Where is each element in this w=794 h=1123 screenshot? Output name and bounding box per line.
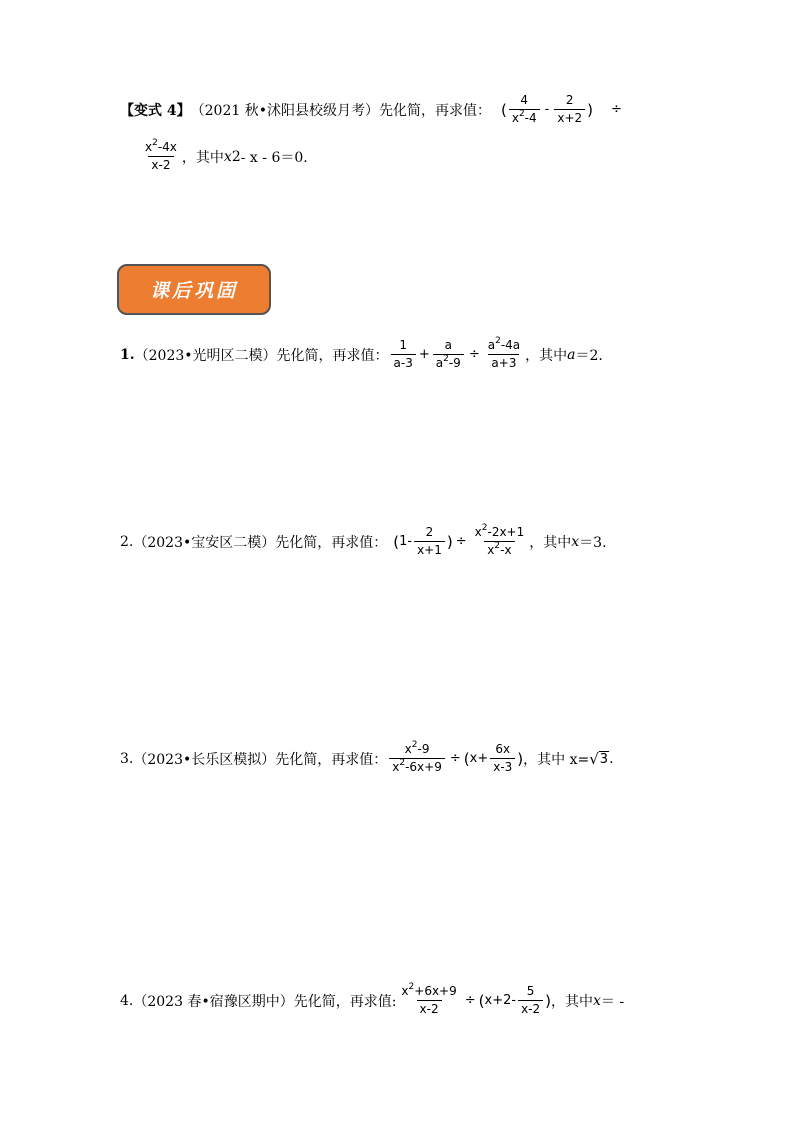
problem-source: （2023•长乐区模拟）	[133, 751, 276, 768]
problem-prompt: 先化简，再求值：	[275, 534, 388, 551]
fraction: $\frac{1}{a-3}$	[391, 338, 416, 371]
problem-condition: ＝3.	[579, 534, 607, 551]
problem-prompt: 先化简，再求值:	[293, 993, 397, 1010]
fraction: $\frac{x^2+6x+9}{x-2}$	[401, 982, 457, 1016]
problem-source: （2023•光明区二模）	[134, 347, 277, 364]
problem-1: 1. （2023•光明区二模） 先化简，再求值： $\frac{1}{a-3}$ + $\frac{a}{a^2-9}$ ÷ $\frac{a^2-4a}{a+3}$ ，其中 a ＝2.	[120, 336, 603, 370]
variant-fraction-1: $\frac{4}{x^2-4}$	[509, 93, 540, 126]
problem-2: 2. （2023•宝安区二模） 先化简，再求值： ( 1- $\frac{2}{x+1}$ ) ÷ $\frac{x^2-2x+1}{x^2-x}$ ，其中 x ＝3.	[120, 523, 607, 557]
variant-fraction-3: $\frac{x^2-4x}{x-2}$	[145, 138, 177, 172]
problem-prompt: 先化简，再求值：	[276, 347, 389, 364]
fraction: $\frac{a^2-4a}{a+3}$	[487, 336, 521, 370]
section-badge-label: 课后巩固	[149, 280, 238, 302]
variant-label: 【变式 4】	[120, 102, 191, 119]
sqrt-expression: √ 3	[589, 749, 609, 768]
problem-number: 2.	[120, 533, 134, 550]
variant4-line1: 【变式 4】 （2021 秋•沭阳县校级月考） 先化简，再求值： ( $\frac{4}{x^2-4}$ - $\frac{2}{x+2}$ ) ÷	[120, 93, 622, 125]
variant-condition-prefix: ，其中	[181, 149, 224, 166]
problem-4: 4. （2023 春•宿豫区期中） 先化简，再求值: $\frac{x^2+6x+9}{x-2}$ ÷ ( x+2- $\frac{5}{x-2}$ ) ，其中 x ＝ -	[120, 982, 625, 1016]
fraction: $\frac{x^2-9}{x^2-6x+9}$	[389, 742, 445, 775]
fraction: $\frac{6x}{x-3}$	[490, 742, 515, 775]
problem-source: （2023•宝安区二模）	[133, 534, 276, 551]
problem-number: 3.	[120, 750, 134, 767]
problem-prompt: 先化简，再求值：	[275, 751, 388, 768]
minus-sign: -	[544, 102, 550, 117]
fraction: $\frac{x^2-2x+1}{x^2-x}$	[474, 523, 525, 557]
variant-prompt: 先化简，再求值：	[378, 102, 491, 119]
section-badge	[117, 264, 271, 315]
divide-sign: ÷	[611, 102, 622, 117]
problem-3: 3. （2023•长乐区模拟） 先化简，再求值： $\frac{x^2-9}{x^2-6x+9}$ ÷ ( x+ $\frac{6x}{x-3}$ ) ，其中 x= √ 3 .	[120, 740, 614, 774]
problem-condition: ＝ -	[600, 993, 625, 1010]
problem-number: 1.	[120, 346, 135, 363]
problem-condition: ＝2.	[575, 347, 603, 364]
fraction: $\frac{5}{x-2}$	[518, 984, 543, 1017]
sqrt-icon: √	[589, 749, 599, 768]
variant-condition: - x - 6＝0.	[240, 149, 308, 166]
problem-number: 4.	[120, 992, 134, 1009]
variant-fraction-2: $\frac{2}{x+2}$	[554, 93, 585, 126]
fraction: $\frac{2}{x+1}$	[414, 525, 445, 558]
problem-source: （2023 春•宿豫区期中）	[133, 993, 294, 1010]
variant-source: （2021 秋•沭阳县校级月考）	[190, 102, 379, 119]
fraction: $\frac{a}{a^2-9}$	[433, 338, 464, 371]
variant4-line2: $\frac{x^2-4x}{x-2}$ ，其中 x 2 - x - 6＝0.	[140, 140, 308, 173]
